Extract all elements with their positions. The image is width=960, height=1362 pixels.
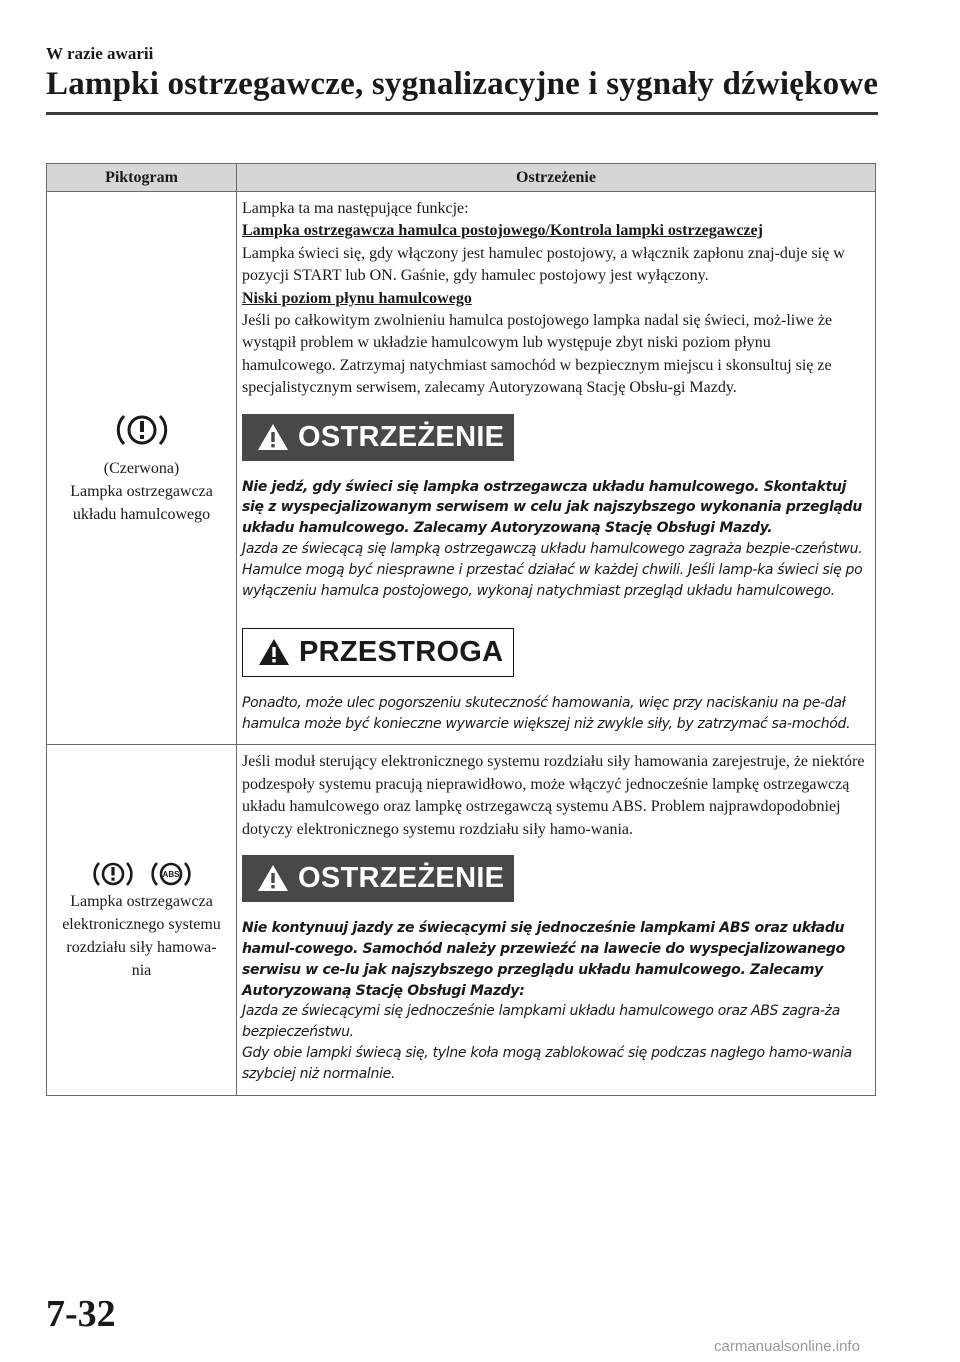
watermark: carmanualsonline.info xyxy=(714,1338,860,1355)
page-title: Lampki ostrzegawcze, sygnalizacyjne i sygnały dźwiękowe xyxy=(46,66,879,102)
description-cell xyxy=(237,192,876,745)
brake-warning-icon xyxy=(114,410,170,450)
page-number: 7-32 xyxy=(46,1293,116,1335)
warning-text: Jazda ze świecącymi się jednocześnie lampkami układu hamulcowego oraz ABS zagra-ża bezpieczeństwu. xyxy=(242,1003,840,1041)
pictogram-caption-line: nia xyxy=(131,962,152,980)
pictogram-caption-line: Lampka ostrzegawcza xyxy=(70,483,213,501)
abs-warning-icon xyxy=(149,858,193,890)
warning-lights-table xyxy=(46,163,876,1096)
table-row xyxy=(47,192,876,745)
column-header-pictogram: Piktogram xyxy=(47,164,237,192)
pictogram-caption-line: Lampka ostrzegawcza xyxy=(70,892,213,910)
warning-text-block xyxy=(242,477,867,602)
subheading-low-fluid: Niski poziom płynu hamulcowego xyxy=(242,289,472,307)
pictogram-caption-line: (Czerwona) xyxy=(103,460,180,477)
warning-triangle-icon xyxy=(256,863,290,893)
warning-text-block xyxy=(242,918,867,1085)
pictogram-caption-line: rozdziału siły hamowa- xyxy=(66,939,217,957)
intro-text: Lampka ta ma następujące funkcje: xyxy=(242,200,469,217)
warning-bold-text: Nie kontynuuj jazdy ze świecącymi się jednocześnie lampkami ABS oraz układu hamul-cowego. Samochód należy przewieźć na lawecie do wyspecjalizowanego serwisu w ce-lu jak najszybszego przeglądu układu hamulcowego. Zalecamy Autoryzowaną Stację Obsługi Mazdy: xyxy=(242,919,845,999)
warning-label: OSTRZEŻENIE xyxy=(298,862,505,895)
paragraph: Jeśli po całkowitym zwolnieniu hamulca postojowego lampka nadal się świeci, moż-liwe że wystąpił problem w układzie hamulcowym lub występuje zbyt niski poziom płynu hamulcowego. Zatrzymaj natychmiast samochód w bezpiecznym miejscu i skonsultuj się ze specjalistycznym serwisem, zalecamy Autoryzowaną Stację Obsłu-gi Mazdy. xyxy=(242,311,833,397)
description-cell xyxy=(237,745,876,1095)
caution-text: Ponadto, może ulec pogorszeniu skuteczność hamowania, więc przy naciskaniu na pe-dał hamulca może być konieczne wywarcie większej niż zwykle siły, by zatrzymać sa-mochód. xyxy=(242,694,851,732)
pictogram-caption-line: elektronicznego systemu xyxy=(62,915,221,933)
subheading-parking-brake: Lampka ostrzegawcza hamulca postojowego/Kontrola lampki ostrzegawczej xyxy=(242,222,763,240)
table-row xyxy=(47,745,876,1095)
caution-triangle-icon xyxy=(257,637,291,667)
caution-text-block xyxy=(242,693,867,735)
brake-warning-icon xyxy=(91,858,135,890)
title-divider xyxy=(46,112,878,115)
warning-banner xyxy=(242,414,514,461)
table-header-row xyxy=(47,164,876,192)
paragraph: Lampka świeci się, gdy włączony jest hamulec postojowy, a włącznik zapłonu znaj-duje się w pozycji START lub ON. Gaśnie, gdy hamulec postojowy jest wyłączony. xyxy=(242,244,845,285)
section-label: W razie awarii xyxy=(46,44,154,63)
paragraph: Jeśli moduł sterujący elektronicznego systemu rozdziału siły hamowania zarejestruje, że niektóre podzespoły systemu pracują nieprawidłowo, może włączyć jednocześnie lampkę ostrzegawczą układu hamulcowego oraz lampkę ostrzegawczą systemu ABS. Problem najprawdopodobniej dotyczy elektronicznego systemu rozdziału siły hamo-wania. xyxy=(242,753,865,838)
column-header-warning: Ostrzeżenie xyxy=(237,164,876,192)
warning-banner xyxy=(242,855,514,902)
warning-text: Gdy obie lampki świecą się, tylne koła mogą zablokować się podczas nagłego hamo-wania szybciej niż normalnie. xyxy=(242,1045,852,1082)
warning-triangle-icon xyxy=(256,422,290,452)
pictogram-cell xyxy=(47,192,237,745)
abs-icon-label: ABS xyxy=(162,869,179,879)
pictogram-cell xyxy=(47,745,237,1095)
pictogram-caption-line: układu hamulcowego xyxy=(72,506,211,524)
warning-bold-text: Nie jedź, gdy świeci się lampka ostrzegawcza układu hamulcowego. Skontaktuj się z wyspecjalizowanym serwisem w celu jak najszybszego wykonania przeglądu układu hamulcowego. Zalecamy Autoryzowaną Stację Obsługi Mazdy. xyxy=(242,478,863,537)
warning-text: Jazda ze świecącą się lampką ostrzegawczą układu hamulcowego zagraża bezpie-czeństwu. Hamulce mogą być niesprawne i przestać działać w każdej chwili. Jeśli lamp-ka świeci się po wyłączeniu hamulca postojowego, wykonaj natychmiast przegląd układu hamulcowego. xyxy=(242,541,863,599)
warning-label: OSTRZEŻENIE xyxy=(298,420,505,453)
caution-banner xyxy=(242,628,514,677)
caution-label: PRZESTROGA xyxy=(299,635,504,668)
